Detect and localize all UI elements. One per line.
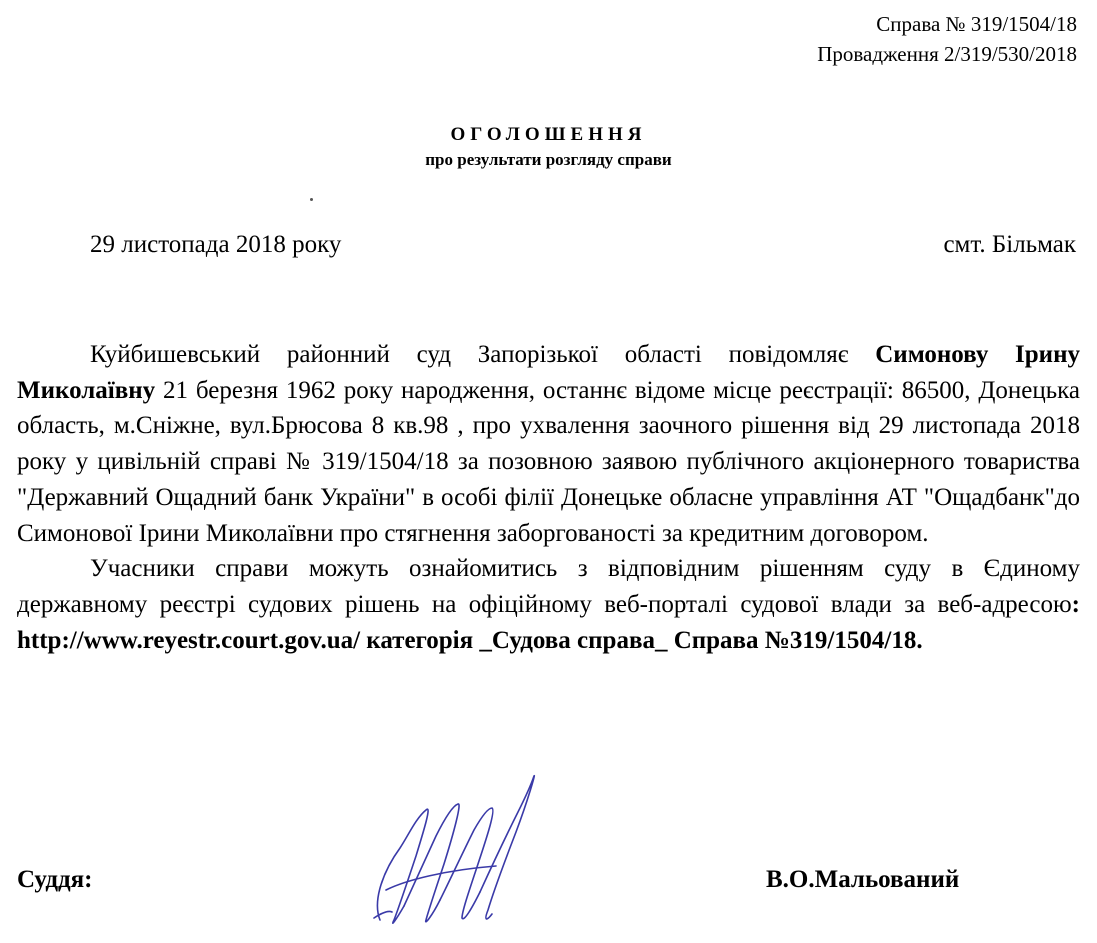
notice-intro: Куйбишевський районний суд Запорізької області повідомляє: [90, 341, 876, 368]
notice-details: 21 березня 1962 року народження, останнє відоме місце реєстрації: 86500, Донецька область, м.Сніжне, вул.Брюсова 8 кв.98 , про ухвалення заочного рішення від 29 листопада 2018 року у цивільній справі № 319/1504/18 за позовною заявою публічного акціонерного товариства "Державний Ощадний банк України" в особі філії Донецьке обласне управління АТ "Ощадбанк"до Симонової Ірини Миколаївни про стягнення заборгованості за кредитним договором.: [17, 376, 1080, 547]
announcement-body: [17, 337, 1080, 658]
judge-label: Суддя:: [17, 866, 93, 893]
access-intro: Учасники справи можуть ознайомитись з відповідним рішенням суду в Єдиному державному реєстрі судових рішень на офіційному веб-порталі судової влади за веб-адресою: [17, 555, 1080, 618]
judge-name: В.О.Мальований: [766, 866, 960, 893]
announcement-title: ОГОЛОШЕННЯ: [450, 124, 647, 145]
handwritten-signature: [366, 770, 541, 930]
announcement-subtitle: про результати розгляду справи: [425, 150, 672, 169]
case-number: Справа № 319/1504/18: [876, 12, 1077, 36]
proceeding-number: Провадження 2/319/530/2018: [817, 42, 1077, 66]
paragraph-notice: [17, 337, 1080, 551]
registry-link-text: : http://www.reyestr.court.gov.ua/ категорія _Судова справа_ Справа №319/1504/18.: [17, 590, 1080, 654]
paragraph-access: [17, 551, 1080, 658]
defendant-name: Симонову Ірину Миколаївну: [17, 341, 1080, 404]
scan-speck: [310, 198, 313, 201]
announcement-place: смт. Більмак: [943, 231, 1076, 258]
case-header: [817, 9, 1077, 69]
announcement-date: 29 листопада 2018 року: [90, 231, 342, 258]
